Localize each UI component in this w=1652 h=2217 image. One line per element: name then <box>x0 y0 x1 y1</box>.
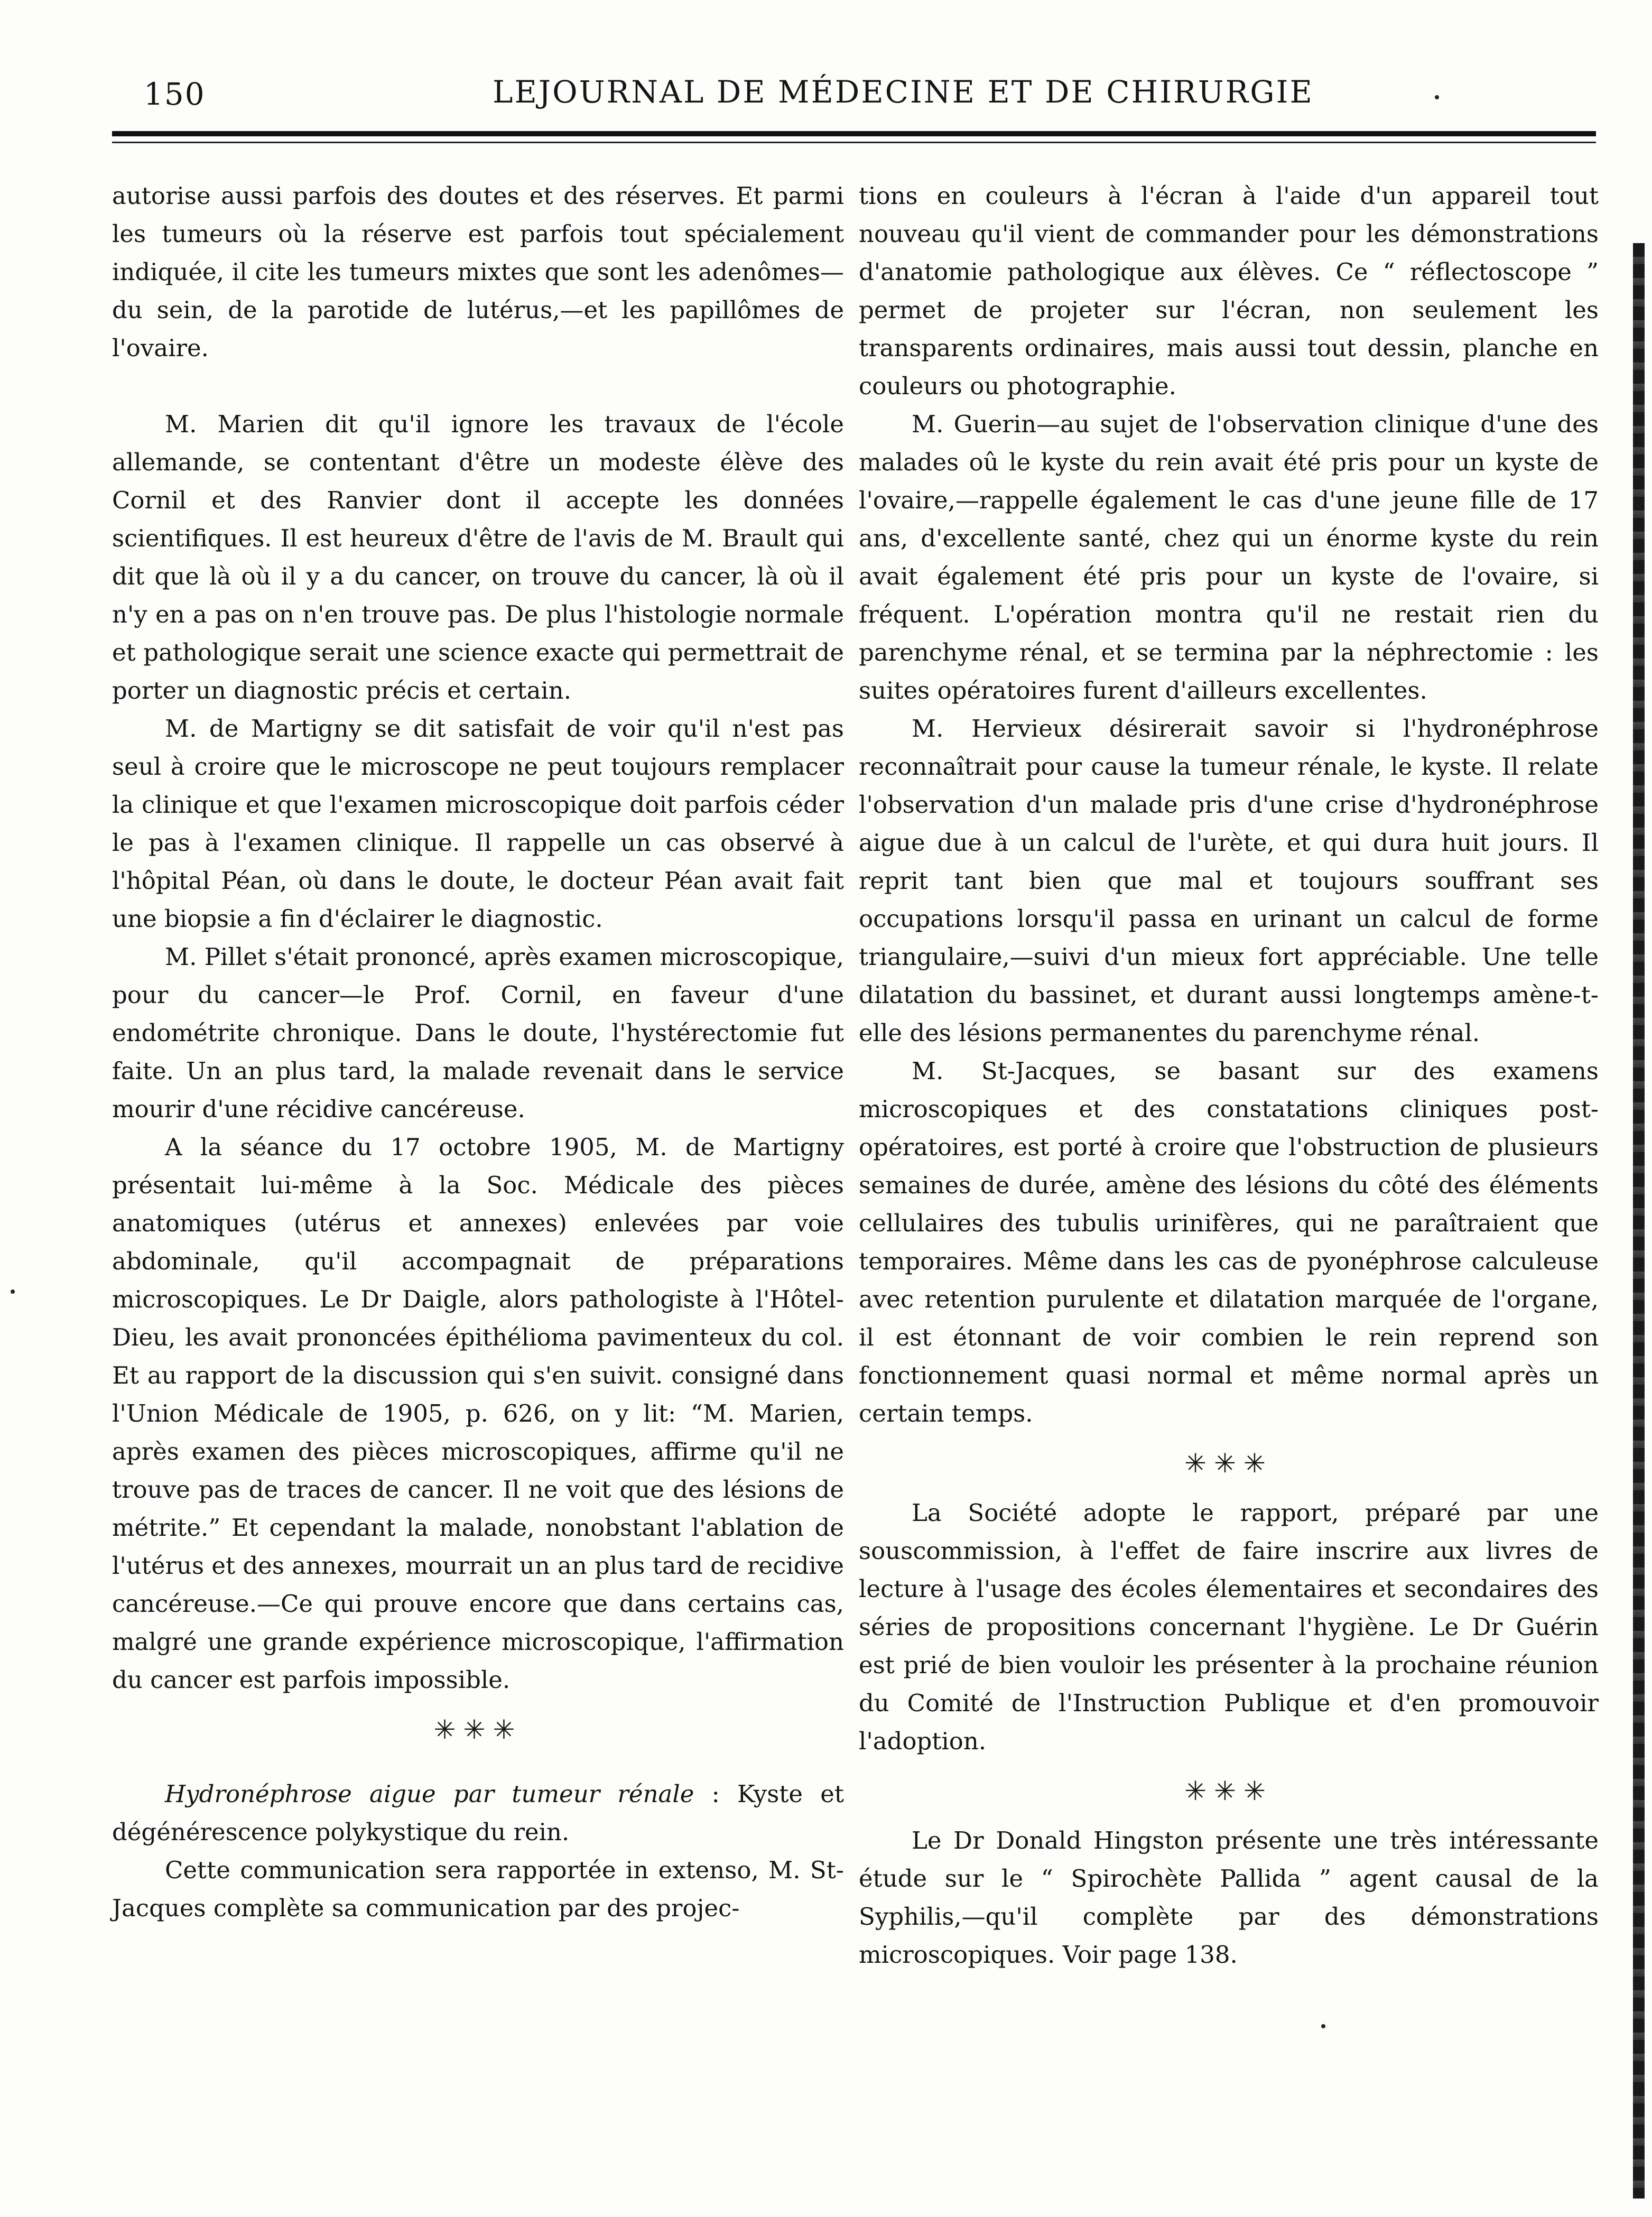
scan-speck <box>1435 95 1439 99</box>
section-separator-stars: ✳✳✳ <box>433 1714 523 1745</box>
paragraph-martigny: M. de Martigny se dit satisfait de voir qu'il n'est pas seul à croire que le microscope ne peut toujours remplacer la clinique et que l'examen microscopique doit parfois céder le pas à l'examen clinique. Il rappelle un cas observé à l'hôpital Péan, où dans le doute, le docteur Péan avait fait une biopsie a fin d'éclairer le diagnostic. <box>112 715 844 933</box>
page-number: 150 <box>144 76 206 112</box>
header-rule-thin <box>112 142 1596 143</box>
paragraph-hingston: Le Dr Donald Hingston présente une très intéressante étude sur le “ Spirochète Pallida ” agent causal de la Syphilis,—qu'il complète par des démonstrations microscopiques. Voir page 138. <box>859 1826 1599 1969</box>
section-separator-stars: ✳✳✳ <box>1184 1448 1273 1479</box>
running-title: LEJOURNAL DE MÉDECINE ET DE CHIRURGIE <box>493 74 1314 110</box>
page-header <box>112 74 1596 116</box>
paragraph-guerin: M. Guerin—au sujet de l'observation clinique d'une des malades oû le kyste du rein avait été pris pour un kyste de l'ovaire,—rappelle également le cas d'une jeune fille de 17 ans, d'excellente santé, chez qui un énorme kyste du rein avait également été pris pour un kyste de l'ovaire, si fréquent. L'opération montra qu'il ne restait rien du parenchyme rénal, et se termina par la néphrectomie : les suites opératoires furent d'ailleurs excellentes. <box>859 410 1599 704</box>
section-title-italic: Hydronéphrose aigue par tumeur rénale <box>165 1780 694 1808</box>
paragraph-hydronephrose-title <box>112 1775 844 1851</box>
paragraph-communication: Cette communication sera rapportée in extenso, M. St-Jacques complète sa communication par des projec- <box>112 1856 844 1922</box>
paragraph-marien: M. Marien dit qu'il ignore les travaux de l'école allemande, se contentant d'être un modeste élève des Cornil et des Ranvier dont il accepte les données scientifiques. Il est heureux d'être de l'avis de M. Brault qui dit que là où il y a du cancer, on trouve du cancer, là où il n'y en a pas on n'en trouve pas. De plus l'histologie normale et pathologique serait une science exacte qui permettrait de porter un diagnostic précis et certain. <box>112 410 844 704</box>
left-column <box>112 177 844 1927</box>
paragraph-reserves: autorise aussi parfois des doutes et des réserves. Et parmi les tumeurs où la réserve est parfois tout spécialement indiquée, il cite les tumeurs mixtes que sont les adenômes—du sein, de la parotide de lutérus,—et les papillômes de l'ovaire. <box>112 182 844 362</box>
scan-speck <box>1321 2024 1325 2028</box>
paragraph-hervieux: M. Hervieux désirerait savoir si l'hydronéphrose reconnaîtrait pour cause la tumeur rénale, le kyste. Il relate l'observation d'un malade pris d'une crise d'hydronéphrose aigue due à un calcul de l'urète, et qui dura huit jours. Il reprit tant bien que mal et toujours souffrant ses occupations lorsqu'il passa en urinant un calcul de forme triangulaire,—suivi d'un mieux fort appréciable. Une telle dilatation du bassinet, et durant aussi longtemps amène-t-elle des lésions permanentes du parenchyme rénal. <box>859 715 1599 1047</box>
right-column <box>859 177 1599 1974</box>
section-title-rest: : Kyste et dégénérescence polykystique du rein. <box>112 1780 844 1846</box>
paragraph-projections: tions en couleurs à l'écran à l'aide d'un appareil tout nouveau qu'il vient de commander pour les démonstrations d'anatomie pathologique aux élèves. Ce “ réflectoscope ” permet de projeter sur l'écran, non seulement les transparents ordinaires, mais aussi tout dessin, planche en couleurs ou photographie. <box>859 182 1599 400</box>
paragraph-pillet: M. Pillet s'était prononcé, après examen microscopique, pour du cancer—le Prof. Cornil, en faveur d'une endométrite chronique. Dans le doute, l'hystérectomie fut faite. Un an plus tard, la malade revenait dans le service mourir d'une récidive cancéreuse. <box>112 943 844 1123</box>
paragraph-societe: La Société adopte le rapport, préparé par une souscommission, à l'effet de faire inscrire aux livres de lecture à l'usage des écoles élementaires et secondaires des séries de propositions concernant l'hygiène. Le Dr Guérin est prié de bien vouloir les présenter à la prochaine réunion du Comité de l'Instruction Publique et d'en promouvoir l'adoption. <box>859 1499 1599 1755</box>
scan-edge-shadow <box>1633 243 1645 2199</box>
header-rule-thick <box>112 131 1596 136</box>
paragraph-seance: A la séance du 17 octobre 1905, M. de Martigny présentait lui-même à la Soc. Médicale des pièces anatomiques (utérus et annexes) enlevées par voie abdominale, qu'il accompagnait de préparations microscopiques. Le Dr Daigle, alors pathologiste à l'Hôtel-Dieu, les avait prononcées épithélioma pavimenteux du col. Et au rapport de la discussion qui s'en suivit. consigné dans l'Union Médicale de 1905, p. 626, on y lit: “M. Marien, après examen des pièces microscopiques, affirme qu'il ne trouve pas de traces de cancer. Il ne voit que des lésions de métrite.” Et cependant la malade, nonobstant l'ablation de l'utérus et des annexes, mourrait un an plus tard de recidive cancéreuse.—Ce qui prouve encore que dans certains cas, malgré une grande expérience microscopique, l'affirmation du cancer est parfois impossible. <box>112 1133 844 1694</box>
section-separator-stars: ✳✳✳ <box>1184 1776 1273 1806</box>
scan-speck <box>11 1290 15 1294</box>
paragraph-st-jacques: M. St-Jacques, se basant sur des examens microscopiques et des constatations cliniques post-opératoires, est porté à croire que l'obstruction de plusieurs semaines de durée, amène des lésions du côté des éléments cellulaires des tubulis urinifères, qui ne paraîtraient que temporaires. Même dans les cas de pyonéphrose calculeuse avec retention purulente et dilatation marquée de l'organe, il est étonnant de voir combien le rein reprend son fonctionnement quasi normal et même normal après un certain temps. <box>859 1057 1599 1427</box>
